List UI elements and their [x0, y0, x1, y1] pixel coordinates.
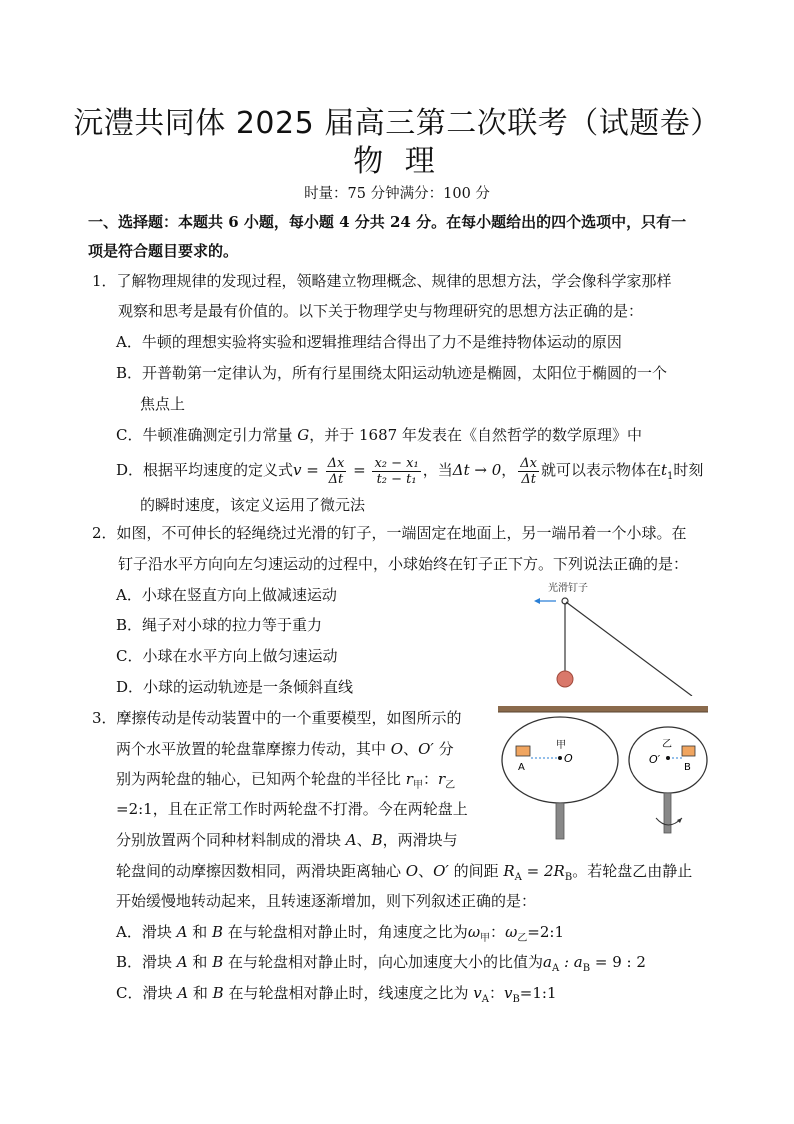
axis-o2: [666, 756, 670, 760]
q3-line1: 3．摩擦传动是传动装置中的一个重要模型，如图所示的: [92, 709, 462, 727]
q1-option-b-cont: 焦点上: [140, 395, 186, 413]
q3-l6-mid: 的间距: [448, 862, 504, 880]
q1-c-var: G: [297, 426, 310, 444]
q1-stem-cont: 观察和思考是最有价值的。以下关于物理学史与物理研究的思想方法正确的是：: [118, 302, 644, 320]
q1-d-pre: D．根据平均速度的定义式: [116, 461, 294, 479]
q3-b-mid: 在与轮盘相对静止时，向心加速度大小的比值为: [223, 953, 543, 971]
q1-d-limit: Δt → 0: [452, 461, 502, 479]
q1-stem: 1．了解物理规律的发现过程，领略建立物理概念、规律的思想方法，学会像科学家那样: [92, 272, 672, 290]
q3-a-colon: ：: [490, 923, 506, 941]
q1-d-frac2: [372, 456, 420, 487]
q1-d-frac-num: Δx: [327, 455, 345, 471]
q1-c-post: ，并于 1687 年发表在《自然哲学的数学原理》中: [309, 426, 642, 444]
label-b: B: [684, 762, 691, 773]
q3-a-w1: ω: [467, 923, 481, 941]
q3-a-val: =2:1: [527, 923, 565, 941]
q3-l6-eq-sa: A: [514, 872, 522, 883]
q3-c-colon: ：: [488, 984, 504, 1002]
q1-d-frac: [326, 456, 347, 487]
q2-stem-cont: 钉子沿水平方向向左匀速运动的过程中，小球始终在钉子正下方。下列说法正确的是：: [118, 555, 689, 573]
q3-figure: [496, 700, 712, 842]
q3-line6: [116, 860, 692, 889]
q3-c-mid: 在与轮盘相对静止时，线速度之比为: [223, 984, 474, 1002]
q3-option-b: [116, 951, 646, 980]
label-a: A: [518, 762, 525, 773]
ball-icon: [557, 671, 573, 687]
q3-c-v2: v: [503, 984, 513, 1002]
slider-a: [516, 746, 530, 756]
q3-l6-eq-sb: B: [564, 872, 573, 883]
q3-c-A: A: [177, 984, 189, 1002]
section-heading-cont: 项是符合题目要求的。: [88, 242, 239, 260]
q3-l3-r1s: 甲: [412, 780, 423, 791]
q3-a-mid: 在与轮盘相对静止时，角速度之比为: [223, 923, 468, 941]
q3-a-A: A: [176, 923, 188, 941]
q3-l2-pre: 两个水平放置的轮盘靠摩擦力传动，其中: [116, 740, 391, 758]
q3-l5-sep: 、: [356, 831, 372, 849]
q1-d-frac2-den: t₂ − t₁: [376, 471, 417, 487]
q3-a-and: 和: [187, 923, 212, 941]
q3-c-v2s: B: [512, 994, 520, 1005]
q1-option-d: [116, 453, 703, 494]
q3-l3-r1: r: [405, 770, 413, 788]
q3-c-pre: C．滑块: [116, 984, 178, 1002]
q2-option-a: A．小球在竖直方向上做减速运动: [116, 586, 337, 604]
q3-l2-o2: O′: [418, 740, 434, 758]
q3-line5: [116, 829, 458, 851]
q3-l3-r2: r: [437, 770, 446, 788]
q3-b-B: B: [212, 953, 224, 971]
q3-c-val: =1:1: [519, 984, 557, 1002]
q3-l6-pre: 轮盘间的动摩擦因数相同，两滑块距离轴心: [116, 862, 406, 880]
q3-a-w1s: 甲: [480, 933, 491, 944]
section-heading: 一、选择题：本题共 6 小题，每小题 4 分共 24 分。在每小题给出的四个选项中，只有一: [88, 213, 687, 231]
q3-line4: =2:1，且在正常工作时两轮盘不打滑。今在两轮盘上: [116, 800, 468, 818]
label-o: O: [564, 752, 573, 765]
q1-d-frac3: [518, 456, 539, 487]
q3-line7: 开始缓慢地转动起来，且转速逐渐增加，则下列叙述正确的是：: [116, 892, 537, 910]
label-yi: 乙: [662, 739, 672, 750]
arrow-left-icon: [534, 598, 540, 604]
exam-title: 沅澧共同体 2025 届高三第二次联考（试题卷）: [73, 106, 721, 141]
q3-l6-eq: R: [503, 862, 515, 880]
q3-b-colon: : a: [559, 953, 583, 971]
q3-l5-pre: 分别放置两个同种材料制成的滑块: [116, 831, 346, 849]
shaft-yi: [664, 793, 671, 833]
shaft-jia: [556, 803, 564, 839]
q3-l3-colon: ：: [422, 770, 438, 788]
q1-d-frac3-num: Δx: [520, 455, 537, 471]
q1-option-a: A．牛顿的理想实验将实验和逻辑推理结合得出了力不是维持物体运动的原因: [116, 333, 622, 351]
q2-option-b: B．绳子对小球的拉力等于重力: [116, 616, 323, 634]
q2-stem: 2．如图，不可伸长的轻绳绕过光滑的钉子，一端固定在地面上，另一端吊着一个小球。在: [92, 524, 687, 542]
q1-d-eq2: =: [348, 461, 371, 479]
q3-option-a: [116, 921, 564, 950]
q3-l6-o2: O′: [433, 862, 449, 880]
q3-c-v1s: A: [481, 994, 489, 1005]
q1-d-eq: =: [301, 461, 324, 479]
q3-l2-o: O: [390, 740, 404, 758]
q3-option-c: [116, 982, 557, 1011]
q2-rope-slant: [566, 602, 692, 696]
q3-b-and: 和: [187, 953, 213, 971]
slider-b: [682, 746, 695, 756]
q1-d-v: v: [293, 461, 302, 479]
axis-o: [558, 756, 562, 760]
q3-l6-post: 。若轮盘乙由静止: [572, 862, 693, 880]
q1-d-t-sub: 1: [667, 471, 674, 482]
q1-d-frac2-num: x₂ − x₁: [374, 455, 419, 471]
q3-b-A: A: [176, 953, 188, 971]
q1-d-t: t: [661, 461, 668, 479]
q1-d-frac-den: Δt: [328, 471, 344, 487]
q2-nail-label: 光滑钉子: [548, 583, 588, 594]
q1-d-tail: 时刻: [673, 461, 704, 479]
q2-option-c: C．小球在水平方向上做匀速运动: [116, 647, 338, 665]
exam-meta: 时量：75 分钟满分：100 分: [304, 186, 490, 202]
q3-l5-post: ，两滑块与: [382, 831, 458, 849]
label-o2: O′: [649, 753, 661, 766]
q3-a-pre: A．滑块: [116, 923, 177, 941]
q3-l3-pre: 别为两轮盘的轴心，已知两个轮盘的半径比: [116, 770, 406, 788]
rotation-arrowhead-icon: [677, 818, 682, 823]
q1-d-frac3-den: Δt: [521, 471, 536, 487]
q3-b-vs2: B: [582, 963, 591, 974]
q3-l3-r2s: 乙: [445, 780, 456, 791]
q2-option-d: D．小球的运动轨迹是一条倾斜直线: [116, 678, 354, 696]
q1-d-comma: ，: [501, 461, 517, 479]
subject-title: 物 理: [353, 144, 441, 179]
q3-l5-a: A: [345, 831, 357, 849]
q3-b-vs1: A: [551, 963, 560, 974]
q3-a-w2s: 乙: [517, 933, 528, 944]
q3-b-val: a: [543, 953, 552, 971]
q3-l2-sep: 、: [403, 740, 419, 758]
q3-b-ratio: = 9 : 2: [590, 953, 646, 971]
label-jia: 甲: [556, 740, 566, 751]
q1-option-c: [116, 424, 642, 446]
q1-d-mid: ，当: [422, 461, 453, 479]
q3-l2-post: 分: [433, 740, 454, 758]
q2-figure: [520, 576, 710, 696]
q3-b-pre: B．滑块: [116, 953, 177, 971]
q1-option-b: B．开普勒第一定律认为，所有行星围绕太阳运动轨迹是椭圆，太阳位于椭圆的一个: [116, 364, 668, 382]
q3-l6-o: O: [405, 862, 419, 880]
q3-c-and: 和: [188, 984, 213, 1002]
q3-a-B: B: [212, 923, 224, 941]
q3-line2: [116, 738, 454, 760]
q3-c-B: B: [212, 984, 224, 1002]
q1-c-pre: C．牛顿准确测定引力常量: [116, 426, 298, 444]
q1-d-post: 就可以表示物体在: [541, 461, 662, 479]
q3-l6-eq2: = 2R: [521, 862, 565, 880]
q1-option-d-cont: 的瞬时速度，该定义运用了微元法: [140, 496, 366, 514]
ground-bar: [498, 706, 708, 712]
q3-l6-sep: 、: [418, 862, 434, 880]
q3-c-v1: v: [473, 984, 482, 1002]
q3-line3: [116, 768, 455, 797]
q3-a-w2: ω: [505, 923, 518, 941]
q3-l5-b: B: [371, 831, 383, 849]
